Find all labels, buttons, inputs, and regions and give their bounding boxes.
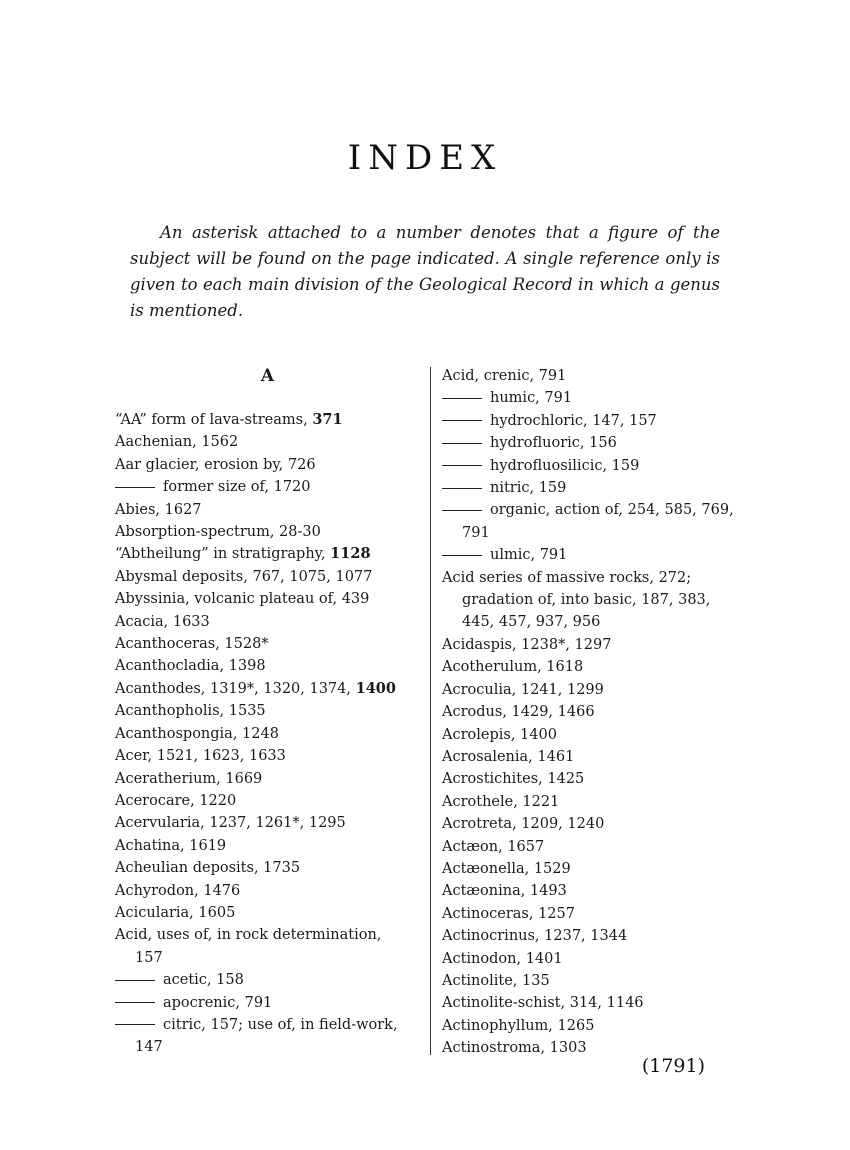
index-entry: [442, 858, 767, 880]
entry-text: Actinostroma, 1303: [442, 1040, 587, 1057]
index-entry: [442, 567, 767, 589]
entry-text: Acrosalenia, 1461: [442, 748, 575, 765]
entry-bold-page: 1128: [330, 545, 371, 563]
entry-text: Aceratherium, 1669: [115, 770, 263, 787]
index-entry: [442, 970, 767, 992]
index-entry: [442, 701, 767, 723]
entry-text: Acicularia, 1605: [115, 904, 236, 921]
index-entry: [115, 476, 420, 498]
index-entry: [115, 723, 420, 745]
entry-text: Acerocare, 1220: [115, 792, 237, 809]
index-entry: [442, 791, 767, 813]
ditto-dash: [442, 510, 482, 511]
index-entry: [442, 1037, 767, 1059]
index-entry: [115, 969, 420, 991]
entry-text: Aachenian, 1562: [115, 434, 239, 451]
entry-text: Actæon, 1657: [442, 838, 545, 855]
entry-text: 445, 457, 937, 956: [462, 614, 601, 631]
index-entry: [442, 634, 767, 656]
index-entry: [442, 903, 767, 925]
ditto-dash: [442, 555, 482, 556]
entry-text: Acrostichites, 1425: [442, 771, 585, 788]
index-entry: [115, 902, 420, 924]
entry-text: Acervularia, 1237, 1261*, 1295: [115, 815, 346, 832]
entry-bold-page: 1400: [355, 679, 396, 697]
entry-text: Actinocrinus, 1237, 1344: [442, 928, 628, 945]
index-entry: [442, 522, 767, 544]
index-entry: [115, 543, 420, 565]
ditto-dash: [442, 398, 482, 399]
entry-text: Actinodon, 1401: [442, 950, 563, 967]
entry-text: Actinolite-schist, 314, 1146: [442, 995, 644, 1012]
entry-text: Acanthocladia, 1398: [115, 658, 266, 675]
index-entry: [115, 924, 420, 946]
index-entry: [115, 655, 420, 677]
index-entry: [442, 746, 767, 768]
index-entry: [442, 880, 767, 902]
ditto-dash: [442, 443, 482, 444]
index-entry: [115, 1036, 420, 1058]
entry-bold-page: 371: [312, 411, 343, 428]
ditto-dash: [115, 1002, 155, 1003]
entry-text: Aar glacier, erosion by, 726: [115, 456, 316, 473]
entry-list-left: [115, 409, 420, 1059]
column-divider: [430, 367, 431, 1055]
entry-text: ulmic, 791: [490, 547, 568, 564]
index-entry: [442, 611, 767, 633]
entry-text: apocrenic, 791: [163, 994, 273, 1011]
ditto-dash: [115, 487, 155, 488]
entry-text: Acroculia, 1241, 1299: [442, 681, 604, 698]
entry-text: Abysmal deposits, 767, 1075, 1077: [115, 568, 373, 585]
index-entry: [442, 925, 767, 947]
index-entry: [442, 679, 767, 701]
entry-text: Acidaspis, 1238*, 1297: [442, 636, 612, 653]
index-entry: [115, 499, 420, 521]
entry-text: Absorption-spectrum, 28-30: [115, 524, 321, 541]
entry-list-right: [442, 365, 767, 1060]
entry-text: humic, 791: [490, 390, 573, 407]
index-entry: [115, 880, 420, 902]
index-entry: [115, 1014, 420, 1036]
index-entry: [442, 813, 767, 835]
entry-text: nitric, 159: [490, 480, 567, 497]
index-entry: [115, 678, 420, 700]
index-column-right: [442, 365, 767, 1060]
index-entry: [442, 948, 767, 970]
index-entry: [115, 745, 420, 767]
entry-text: Acrodus, 1429, 1466: [442, 704, 595, 721]
index-entry: [115, 947, 420, 969]
entry-text: 791: [462, 524, 490, 541]
index-entry: [442, 365, 767, 387]
entry-text: Acanthodes, 1319*, 1320, 1374,: [115, 680, 356, 697]
page-title: INDEX: [347, 138, 503, 178]
index-entry: [442, 992, 767, 1014]
entry-text: Acrotreta, 1209, 1240: [442, 816, 605, 833]
entry-text: Acacia, 1633: [115, 613, 210, 630]
index-entry: [442, 432, 767, 454]
index-entry: [115, 566, 420, 588]
entry-text: Acanthoceras, 1528*: [115, 636, 269, 653]
entry-text: Achatina, 1619: [115, 837, 227, 854]
intro-note: An asterisk attached to a number denotes that a figure of the subject will be found on the page indicated. A single reference only is given to each main division of the Geological Record in which a genus is mentioned.: [130, 223, 720, 320]
entry-text: 147: [135, 1039, 163, 1056]
page-number: (1791): [641, 1055, 705, 1077]
entry-text: Acid, uses of, in rock determination,: [115, 927, 382, 944]
entry-text: Abyssinia, volcanic plateau of, 439: [115, 591, 370, 608]
entry-text: Actæonina, 1493: [442, 883, 567, 900]
entry-text: hydrofluoric, 156: [490, 435, 617, 452]
index-entry: [115, 409, 420, 431]
entry-text: Acanthospongia, 1248: [115, 725, 279, 742]
entry-text: organic, action of, 254, 585, 769,: [490, 502, 734, 519]
ditto-dash: [442, 420, 482, 421]
entry-text: Achyrodon, 1476: [115, 882, 241, 899]
entry-text: Actinophyllum, 1265: [442, 1017, 595, 1034]
index-entry: [442, 1015, 767, 1037]
index-entry: [442, 724, 767, 746]
entry-text: hydrofluosilicic, 159: [490, 457, 640, 474]
index-entry: [115, 588, 420, 610]
entry-text: Acer, 1521, 1623, 1633: [115, 748, 286, 765]
ditto-dash: [442, 488, 482, 489]
index-entry: [442, 656, 767, 678]
ditto-dash: [115, 1024, 155, 1025]
entry-text: citric, 157; use of, in field-work,: [163, 1016, 398, 1033]
index-entry: [115, 992, 420, 1014]
index-entry: [115, 812, 420, 834]
index-entry: [442, 544, 767, 566]
entry-text: gradation of, into basic, 187, 383,: [462, 592, 711, 609]
entry-text: Abies, 1627: [115, 501, 202, 518]
index-entry: [115, 768, 420, 790]
index-entry: [115, 790, 420, 812]
entry-text: 157: [135, 949, 163, 966]
section-letter: A: [260, 366, 275, 386]
index-entry: [115, 633, 420, 655]
entry-text: Actinoceras, 1257: [442, 905, 575, 922]
index-entry: [115, 700, 420, 722]
entry-text: Acrolepis, 1400: [442, 726, 557, 743]
index-entry: [442, 836, 767, 858]
ditto-dash: [115, 980, 155, 981]
entry-text: former size of, 1720: [163, 479, 311, 496]
ditto-dash: [442, 465, 482, 466]
index-entry: [115, 521, 420, 543]
entry-text: “Abtheilung” in stratigraphy,: [115, 546, 331, 563]
index-entry: [442, 589, 767, 611]
index-entry: [115, 857, 420, 879]
entry-text: “AA” form of lava-streams,: [115, 412, 313, 428]
entry-text: Acotherulum, 1618: [442, 659, 584, 676]
index-entry: [442, 477, 767, 499]
index-entry: [442, 455, 767, 477]
index-entry: [115, 431, 420, 453]
entry-text: Acid, crenic, 791: [442, 368, 567, 384]
entry-text: Actæonella, 1529: [442, 860, 571, 877]
index-entry: [115, 454, 420, 476]
entry-text: Acrothele, 1221: [442, 793, 560, 810]
entry-text: Acheulian deposits, 1735: [115, 860, 301, 877]
index-entry: [115, 611, 420, 633]
entry-text: Acanthopholis, 1535: [115, 703, 266, 720]
index-entry: [442, 387, 767, 409]
entry-text: Actinolite, 135: [442, 972, 550, 989]
index-entry: [115, 835, 420, 857]
index-column-left: [115, 365, 420, 1059]
index-entry: [442, 499, 767, 521]
index-entry: [442, 768, 767, 790]
entry-text: acetic, 158: [163, 972, 244, 989]
index-entry: [442, 410, 767, 432]
entry-text: Acid series of massive rocks, 272;: [442, 569, 692, 586]
entry-text: hydrochloric, 147, 157: [490, 412, 657, 429]
